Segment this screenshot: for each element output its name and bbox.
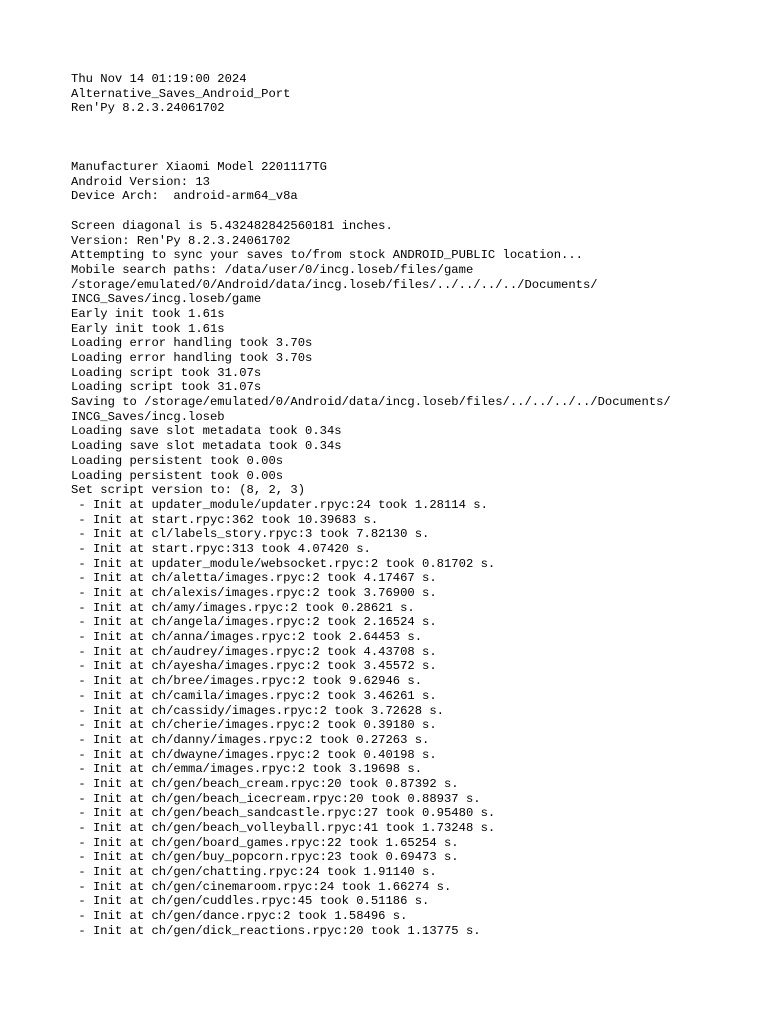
- log-line: Loading script took 31.07s: [71, 380, 262, 395]
- log-line: - Init at ch/alexis/images.rpyc:2 took 3.76900 s.: [71, 586, 437, 600]
- manufacturer-line: Manufacturer Xiaomi Model 2201117TG: [71, 160, 327, 175]
- log-line: - Init at ch/dwayne/images.rpyc:2 took 0.40198 s.: [71, 747, 437, 762]
- log-line: Version: Ren'Py 8.2.3.24061702: [71, 233, 291, 248]
- log-line: - Init at ch/gen/cinemaroom.rpyc:24 took 1.66274 s.: [71, 879, 452, 894]
- log-line: - Init at ch/gen/beach_icecream.rpyc:20 took 0.88937 s.: [71, 791, 481, 806]
- log-line: Screen diagonal is 5.432482842560181 inches.: [71, 218, 393, 233]
- log-line: - Init at cl/labels_story.rpyc:3 took 7.82130 s.: [71, 527, 430, 542]
- renpy-version-line: Ren'Py 8.2.3.24061702: [71, 101, 225, 116]
- log-line: - Init at updater_module/updater.rpyc:24 took 1.28114 s.: [71, 497, 488, 512]
- log-line: - Init at ch/gen/beach_volleyball.rpyc:41 took 1.73248 s.: [71, 821, 496, 835]
- device-arch-line: Device Arch: android-arm64_v8a: [71, 189, 298, 204]
- log-line: - Init at ch/amy/images.rpyc:2 took 0.28621 s.: [71, 600, 415, 615]
- log-line: Loading error handling took 3.70s: [71, 336, 313, 351]
- log-line: Attempting to sync your saves to/from stock ANDROID_PUBLIC location...: [71, 248, 583, 263]
- log-line: - Init at ch/aletta/images.rpyc:2 took 4.17467 s.: [71, 571, 437, 586]
- log-line: INCG_Saves/incg.loseb: [71, 409, 225, 424]
- log-line: Saving to /storage/emulated/0/Android/data/incg.loseb/files/../../../../Documents/: [71, 395, 671, 410]
- log-line: - Init at ch/cherie/images.rpyc:2 took 0.39180 s.: [71, 718, 437, 733]
- log-line: - Init at ch/gen/board_games.rpyc:22 took 1.65254 s.: [71, 835, 459, 850]
- log-line: Loading persistent took 0.00s: [71, 468, 284, 483]
- log-header: [71, 72, 761, 116]
- log-line: - Init at ch/audrey/images.rpyc:2 took 4.43708 s.: [71, 644, 437, 659]
- android-version-line: Android Version: 13: [71, 174, 210, 189]
- log-line: - Init at updater_module/websocket.rpyc:2 took 0.81702 s.: [71, 556, 496, 571]
- log-line: - Init at start.rpyc:313 took 4.07420 s.: [71, 541, 371, 556]
- log-document: [71, 72, 761, 939]
- device-info: [71, 160, 761, 204]
- log-line: Loading persistent took 0.00s: [71, 453, 284, 468]
- log-line: INCG_Saves/incg.loseb/game: [71, 292, 262, 307]
- log-line: - Init at ch/emma/images.rpyc:2 took 3.19698 s.: [71, 762, 423, 777]
- log-line: - Init at ch/gen/beach_cream.rpyc:20 took 0.87392 s.: [71, 776, 459, 791]
- log-line: - Init at ch/camila/images.rpyc:2 took 3.46261 s.: [71, 688, 437, 703]
- log-line: - Init at ch/cassidy/images.rpyc:2 took 3.72628 s.: [71, 703, 444, 718]
- app-name-line: Alternative_Saves_Android_Port: [71, 86, 291, 101]
- log-line: Loading save slot metadata took 0.34s: [71, 439, 342, 454]
- log-line: - Init at ch/danny/images.rpyc:2 took 0.27263 s.: [71, 732, 430, 747]
- spacer: [71, 204, 761, 219]
- log-line: - Init at ch/ayesha/images.rpyc:2 took 3.45572 s.: [71, 659, 437, 674]
- log-line: Early init took 1.61s: [71, 306, 225, 321]
- log-line: - Init at ch/angela/images.rpyc:2 took 2.16524 s.: [71, 615, 437, 630]
- log-line: - Init at start.rpyc:362 took 10.39683 s.: [71, 512, 379, 527]
- log-line: - Init at ch/gen/chatting.rpyc:24 took 1.91140 s.: [71, 865, 437, 880]
- log-line: - Init at ch/gen/cuddles.rpyc:45 took 0.51186 s.: [71, 894, 430, 909]
- log-line: Loading script took 31.07s: [71, 365, 262, 380]
- log-line: - Init at ch/gen/buy_popcorn.rpyc:23 took 0.69473 s.: [71, 850, 459, 865]
- log-line: - Init at ch/bree/images.rpyc:2 took 9.62946 s.: [71, 674, 423, 689]
- log-line: Set script version to: (8, 2, 3): [71, 483, 306, 498]
- log-line: - Init at ch/anna/images.rpyc:2 took 2.64453 s.: [71, 630, 423, 645]
- log-lines: [71, 219, 761, 939]
- log-line: Loading error handling took 3.70s: [71, 351, 313, 365]
- log-line: - Init at ch/gen/dance.rpyc:2 took 1.58496 s.: [71, 909, 408, 924]
- spacer: [71, 116, 761, 160]
- log-line: - Init at ch/gen/dick_reactions.rpyc:20 took 1.13775 s.: [71, 923, 481, 938]
- log-line: Mobile search paths: /data/user/0/incg.loseb/files/game: [71, 262, 474, 277]
- timestamp-line: Thu Nov 14 01:19:00 2024: [71, 72, 247, 86]
- log-line: - Init at ch/gen/beach_sandcastle.rpyc:27 took 0.95480 s.: [71, 806, 496, 821]
- log-line: Loading save slot metadata took 0.34s: [71, 424, 342, 439]
- log-line: Early init took 1.61s: [71, 321, 225, 336]
- log-line: /storage/emulated/0/Android/data/incg.loseb/files/../../../../Documents/: [71, 277, 598, 292]
